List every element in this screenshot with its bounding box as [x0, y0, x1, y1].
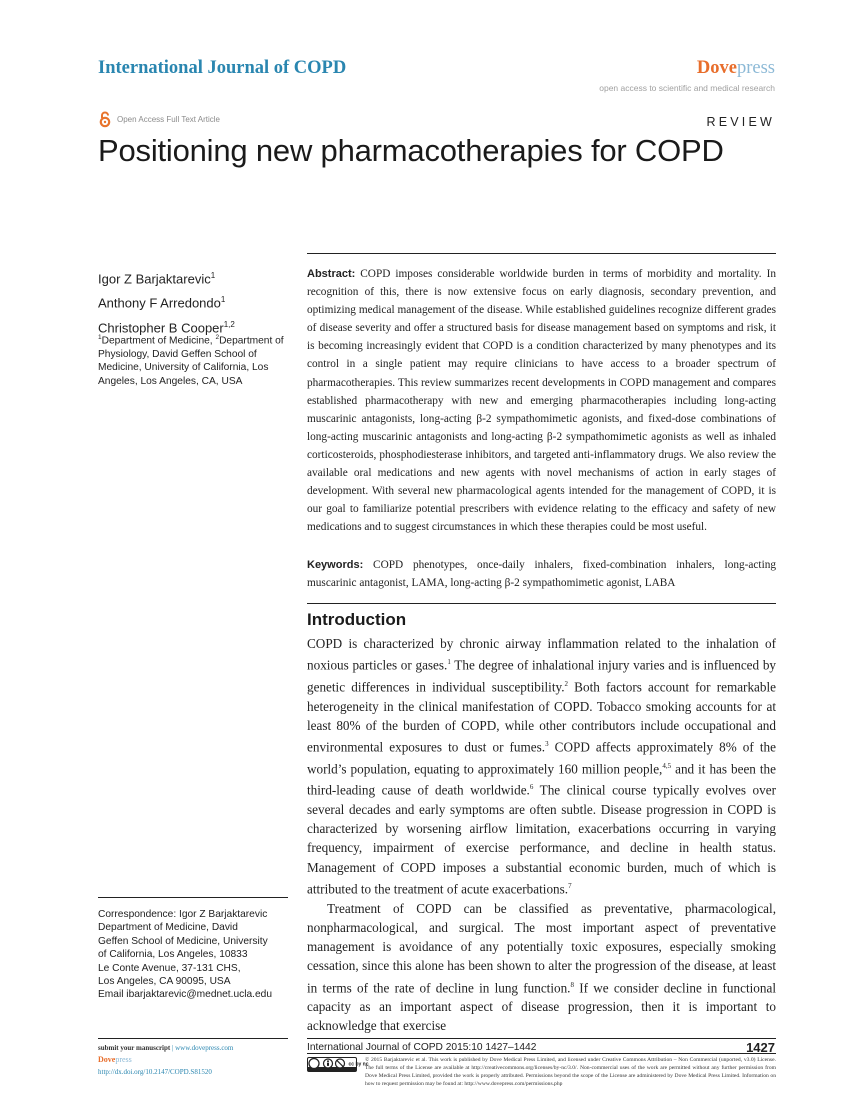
citation-ref[interactable]: 2 — [564, 679, 569, 688]
page-number: 1427 — [746, 1040, 775, 1055]
open-access-badge — [98, 111, 220, 127]
correspondence-line: Le Conte Avenue, 37-131 CHS, — [98, 962, 241, 974]
citation-ref[interactable]: 7 — [568, 881, 572, 890]
paragraph — [307, 899, 776, 1036]
author-name: Christopher B Cooper — [98, 319, 224, 335]
open-access-label: Open Access Full Text Article — [117, 114, 221, 124]
footer-citation-rule — [307, 1053, 776, 1054]
correspondence-line: of California, Los Angeles, 10833 — [98, 949, 248, 961]
author-list — [98, 265, 235, 338]
abstract-top-rule — [307, 253, 776, 254]
footer-left-rule — [98, 1038, 288, 1039]
open-access-lock-icon — [98, 111, 112, 127]
abstract-bottom-rule — [307, 603, 776, 604]
author-name: Igor Z Barjaktarevic — [98, 271, 211, 287]
paragraph-text: The clinical course typically evolves over several decades and early symptoms are often subtle. Disease progression in COPD is characterized by worsening airflow limitation, exacerbations occurring in varying frequency, impairment of exercise performance, and decline in health status. Management of COPD imposes a substantial economic burden, much of which is attributed to the treatment of acute exacerbations. — [307, 782, 776, 897]
abstract-label: Abstract: — [307, 268, 356, 280]
footer-citation: International Journal of COPD 2015:10 1427–1442 — [307, 1042, 537, 1053]
affiliations — [98, 331, 293, 388]
citation-ref[interactable]: 4,5 — [662, 761, 672, 770]
creative-commons-icon — [307, 1057, 369, 1072]
correspondence-line: Los Angeles, CA 90095, USA — [98, 976, 231, 988]
publisher-logo[interactable] — [697, 58, 775, 79]
introduction-body — [307, 634, 776, 1036]
affiliation-mark: 1 — [98, 334, 102, 341]
paragraph-text: If we consider decline in functional capacity as an important aspect of disease progression, then it is important to acknowledge that exercise — [307, 979, 776, 1034]
creative-commons-text: cc by nc — [348, 1061, 369, 1068]
author-item[interactable] — [98, 265, 235, 289]
correspondence-line: Geffen School of Medicine, University — [98, 935, 268, 947]
author-item[interactable] — [98, 289, 235, 313]
license-statement: © 2015 Barjaktarevic et al. This work is published by Dove Medical Press Limited, and licensed under Creative Commons Attribution – Non Commercial (unported, v3.0) License. The full terms of the License are available at http://creativecommons.org/licenses/by-nc/3.0/. Non-commercial uses of the work are permitted without any further permission from Dove Medical Press Limited, provided the work is properly attributed. Permissions beyond the scope of the License are administered by Dove Medical Press Limited. Information on how to request permission may be found at: http://www.dovepress.com/permissions.php — [365, 1057, 776, 1088]
keywords-text: COPD phenotypes, once-daily inhalers, fixed-combination inhalers, long-acting muscarinic antagonist, LAMA, long-acting β-2 sympathomimetic agonist, LABA — [307, 559, 776, 590]
article-type: REVIEW — [706, 115, 775, 129]
article-title: Positioning new pharmacotherapies for COPD — [98, 133, 724, 168]
paragraph-text: The degree of inhalational injury varies and is influenced by genetic differences in individual susceptibility. — [307, 657, 777, 695]
keywords — [307, 556, 776, 592]
affiliation-text: Department of Physiology, David Geffen School of Medicine, University of California, Los Angeles, Los Angeles, CA, USA — [98, 335, 284, 387]
journal-name[interactable]: International Journal of COPD — [98, 58, 347, 78]
paragraph-text: COPD is characterized by chronic airway inflammation related to the inhalation of noxious particles or gases. — [307, 636, 776, 673]
publisher-tagline: open access to scientific and medical research — [599, 83, 775, 93]
abstract-text: COPD imposes considerable worldwide burden in terms of morbidity and mortality. In recognition of this, there is now extensive focus on early diagnosis, secondary prevention, and optimizing medical management of the disease. While established guidelines recognize different grades of disease severity and offer a structured basis for disease management based on symptoms and risk, it is becoming increasingly evident that COPD is a condition characterized by many phenotypes and its control in a single patient may require clinicians to have access to a broader spectrum of pharmacotherapies. This review summarizes recent developments in COPD management and compares established pharmacotherapy with new and emerging pharmacotherapies including long-acting muscarinic antagonists, long-acting β-2 sympathomimetic agonists, and fixed-dose combinations of long-acting muscarinic antagonists and long-acting β-2 sympathomimetic agonists as well as inhaled corticosteroids, phosphodiesterase inhibitors, and targeted anti-inflammatory drugs. We also review the available oral medications and new agents with novel mechanisms of action in early stages of development. With several new pharmacological agents intended for the management of COPD, it is our goal to familiarize potential prescribers with evidence relating to the efficacy and safety of new medications and to suggest circumstances in which these therapies could be most useful. — [307, 268, 776, 534]
affiliation-text: Department of Medicine, — [101, 335, 216, 347]
correspondence-line: Department of Medicine, David — [98, 922, 238, 934]
submit-separator: | — [170, 1044, 176, 1052]
abstract — [307, 265, 776, 536]
correspondence-line: Correspondence: Igor Z Barjaktarevic — [98, 909, 268, 920]
citation-ref[interactable]: 1 — [447, 658, 451, 667]
footer-right-rule — [307, 1038, 776, 1039]
publisher-logo-bold: Dove — [696, 58, 737, 78]
footer-publisher-logo[interactable] — [98, 1054, 233, 1066]
author-affiliation-mark: 1 — [220, 295, 226, 305]
paragraph-text: COPD affects approximately 8% of the world’s population, equating to approximately 160 million people, — [307, 739, 776, 777]
paragraph-text: Both factors account for remarkable heterogeneity in the clinical manifestation of COPD. Tobacco smoking accounts for at least 80% of the burden of COPD, while other contributors include occupational and environmental exposures to dust or fumes. — [307, 679, 776, 755]
creative-commons-badge[interactable] — [307, 1057, 369, 1072]
paragraph-text: Treatment of COPD can be classified as preventative, pharmacological, nonpharmacological, and surgical. The most important aspect of preventative management is avoidance of any potentially toxic exposures, especially smoking cessation, since this alone has been shown to alter the progression of the disease, at least in terms of the rate of decline in lung function. — [307, 900, 776, 995]
citation-ref[interactable]: 6 — [529, 783, 534, 792]
correspondence-email[interactable]: Email ibarjaktarevic@mednet.ucla.edu — [98, 989, 272, 1001]
citation-ref[interactable]: 3 — [545, 740, 549, 749]
publisher-logo-light: press — [736, 58, 775, 78]
author-name: Anthony F Arredondo — [98, 295, 221, 311]
author-affiliation-mark: 1,2 — [223, 319, 235, 329]
section-heading-introduction: Introduction — [307, 610, 407, 629]
correspondence-block — [98, 908, 288, 1002]
paragraph — [307, 634, 776, 899]
correspondence-rule — [98, 897, 288, 898]
footer-logo-light: press — [115, 1055, 132, 1064]
keywords-label: Keywords: — [307, 559, 364, 571]
footer-logo-bold: Dove — [98, 1055, 116, 1064]
affiliation-mark: 2 — [215, 334, 220, 341]
doi-link[interactable]: http://dx.doi.org/10.2147/COPD.S81520 — [98, 1068, 212, 1076]
paragraph-text: and it has been the third-leading cause of death worldwide. — [307, 761, 777, 798]
submit-label: submit your manuscript — [98, 1044, 171, 1052]
submit-url: www.dovepress.com — [175, 1044, 234, 1052]
citation-ref[interactable]: 8 — [570, 980, 574, 989]
submit-manuscript-link[interactable] — [98, 1042, 233, 1054]
author-affiliation-mark: 1 — [210, 271, 216, 280]
footer-left — [98, 1042, 233, 1078]
